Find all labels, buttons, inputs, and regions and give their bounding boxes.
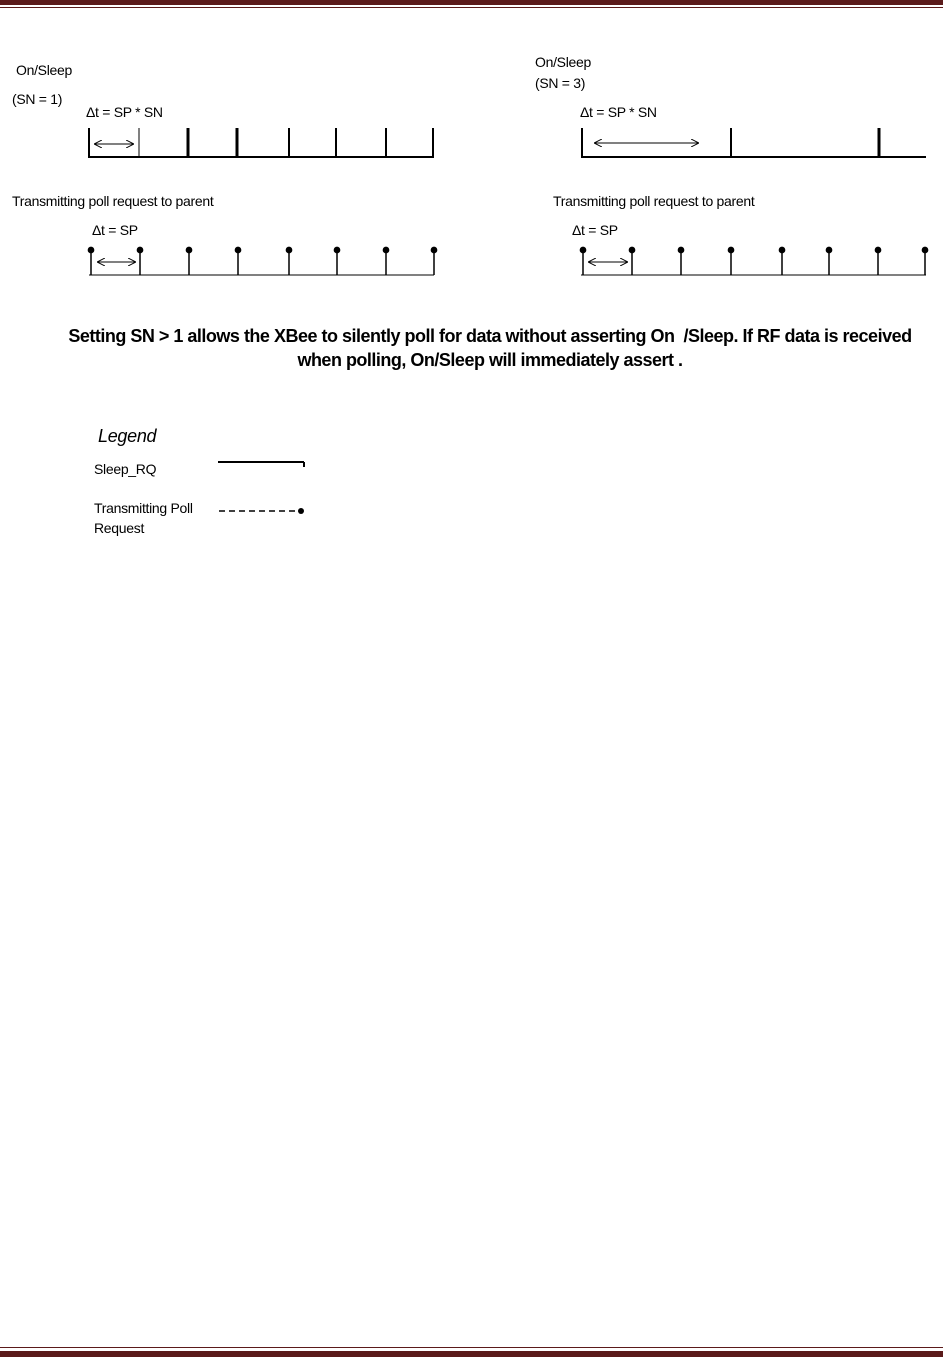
footer-rule xyxy=(0,1347,943,1358)
right-onsleep-timeline xyxy=(582,128,926,158)
right-poll-timeline xyxy=(580,247,927,275)
left-onsleep-timeline xyxy=(89,128,433,158)
legend-dashed-swatch xyxy=(219,508,304,514)
right-sn-label: (SN = 3) xyxy=(535,75,586,91)
caption-line-2: when polling, On/Sleep will immediately assert . xyxy=(297,350,683,370)
caption-line-1: Setting SN > 1 allows the XBee to silently poll for data without asserting On /Sleep. If RF data is received xyxy=(68,326,912,346)
legend-title: Legend xyxy=(98,426,157,446)
left-signal-label: On/Sleep xyxy=(16,62,72,78)
right-poll-label: Transmitting poll request to parent xyxy=(553,193,755,209)
left-poll-label: Transmitting poll request to parent xyxy=(12,193,214,209)
right-signal-label: On/Sleep xyxy=(535,54,591,70)
right-poll-delta-label: Δt = SP xyxy=(572,222,618,238)
right-delta-label: Δt = SP * SN xyxy=(580,104,657,120)
figure-caption xyxy=(60,324,920,372)
legend-item-poll-line2: Request xyxy=(94,520,145,536)
left-delta-label: Δt = SP * SN xyxy=(86,104,163,120)
legend-solid-swatch xyxy=(218,462,304,467)
legend-item-poll-line1: Transmitting Poll xyxy=(94,500,193,516)
left-poll-timeline xyxy=(88,247,436,275)
left-poll-delta-label: Δt = SP xyxy=(92,222,138,238)
legend-item-sleep-rq: Sleep_RQ xyxy=(94,461,157,477)
left-sn-label: (SN = 1) xyxy=(12,91,63,107)
